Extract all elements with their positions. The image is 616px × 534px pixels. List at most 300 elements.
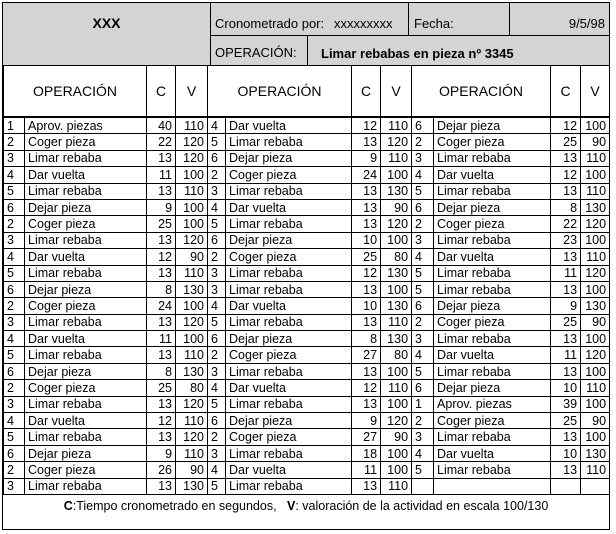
step-number: 4 bbox=[412, 167, 434, 183]
operation-name: Coger pieza bbox=[434, 134, 551, 150]
time-value: 13 bbox=[147, 429, 176, 445]
time-value: 10 bbox=[551, 380, 581, 396]
operation-name: Limar rebaba bbox=[226, 183, 352, 199]
code-label: XXX bbox=[92, 15, 121, 31]
step-number: 4 bbox=[412, 445, 434, 461]
time-value: 13 bbox=[147, 150, 176, 166]
time-value: 11 bbox=[551, 347, 581, 363]
time-value: 13 bbox=[352, 478, 381, 494]
operation-name: Limar rebaba bbox=[434, 462, 551, 478]
operation-name: Limar rebaba bbox=[434, 281, 551, 297]
rating-value: 100 bbox=[381, 232, 412, 248]
step-number: 3 bbox=[4, 478, 25, 494]
step-number: 6 bbox=[412, 380, 434, 396]
time-value: 23 bbox=[551, 232, 581, 248]
time-value: 10 bbox=[551, 445, 581, 461]
step-number: 4 bbox=[4, 331, 25, 347]
rating-value: 120 bbox=[381, 134, 412, 150]
time-value: 12 bbox=[551, 117, 581, 134]
operation-name: Dejar pieza bbox=[25, 281, 147, 297]
rating-value: 120 bbox=[176, 314, 208, 330]
step-number: 4 bbox=[208, 380, 226, 396]
table-row bbox=[4, 413, 610, 429]
table-row bbox=[4, 380, 610, 396]
header-divider bbox=[509, 3, 510, 35]
time-value: 13 bbox=[352, 281, 381, 297]
time-value: 13 bbox=[551, 462, 581, 478]
time-value: 13 bbox=[147, 232, 176, 248]
time-value: 27 bbox=[352, 429, 381, 445]
rating-value: 110 bbox=[581, 150, 610, 166]
rating-value: 80 bbox=[381, 249, 412, 265]
operation-name: Dejar pieza bbox=[226, 413, 352, 429]
time-value: 22 bbox=[147, 134, 176, 150]
table-row bbox=[4, 314, 610, 330]
rating-value: 130 bbox=[381, 265, 412, 281]
step-number: 2 bbox=[412, 134, 434, 150]
operation-name: Limar rebaba bbox=[434, 363, 551, 379]
time-value: 40 bbox=[147, 117, 176, 134]
time-value: 24 bbox=[147, 298, 176, 314]
rating-value: 110 bbox=[581, 249, 610, 265]
operation-name: Dar vuelta bbox=[226, 298, 352, 314]
operation-name: Limar rebaba bbox=[25, 183, 147, 199]
table-row bbox=[4, 134, 610, 150]
table-row bbox=[4, 249, 610, 265]
operation-name: Coger pieza bbox=[226, 167, 352, 183]
rating-value: 100 bbox=[381, 167, 412, 183]
time-value: 25 bbox=[352, 249, 381, 265]
table-row bbox=[4, 462, 610, 478]
step-number: 6 bbox=[4, 281, 25, 297]
operation-name: Limar rebaba bbox=[434, 232, 551, 248]
step-number: 6 bbox=[4, 199, 25, 215]
step-number: 6 bbox=[412, 199, 434, 215]
rating-value: 110 bbox=[381, 314, 412, 330]
step-number: 6 bbox=[4, 363, 25, 379]
time-study-sheet bbox=[2, 2, 610, 530]
operation-name: Limar rebaba bbox=[25, 232, 147, 248]
time-value: 11 bbox=[147, 167, 176, 183]
step-number: 4 bbox=[208, 199, 226, 215]
rating-value: 110 bbox=[176, 413, 208, 429]
operation-name: Coger pieza bbox=[226, 347, 352, 363]
step-number: 6 bbox=[412, 117, 434, 134]
time-value: 12 bbox=[352, 265, 381, 281]
operation-name: Dar vuelta bbox=[434, 347, 551, 363]
operation-label: OPERACIÓN: bbox=[215, 45, 297, 60]
time-value: 12 bbox=[352, 117, 381, 134]
operation-name: Limar rebaba bbox=[434, 429, 551, 445]
column-header-v: V bbox=[381, 66, 412, 118]
timer-value: xxxxxxxxx bbox=[334, 16, 393, 31]
step-number: 3 bbox=[208, 281, 226, 297]
rating-value: 80 bbox=[176, 380, 208, 396]
operation-name: Dejar pieza bbox=[226, 232, 352, 248]
rating-value: 130 bbox=[381, 298, 412, 314]
column-header-operation: OPERACIÓN bbox=[4, 66, 147, 118]
step-number: 5 bbox=[208, 216, 226, 232]
operation-name: Limar rebaba bbox=[434, 150, 551, 166]
legend bbox=[3, 483, 609, 529]
time-value: 8 bbox=[352, 331, 381, 347]
time-value: 10 bbox=[352, 298, 381, 314]
operation-name: Dar vuelta bbox=[226, 199, 352, 215]
step-number: 2 bbox=[208, 249, 226, 265]
step-number: 2 bbox=[412, 413, 434, 429]
table-row bbox=[4, 216, 610, 232]
operation-name: Limar rebaba bbox=[226, 314, 352, 330]
time-value: 12 bbox=[147, 413, 176, 429]
time-value: 8 bbox=[147, 281, 176, 297]
operation-name: Dar vuelta bbox=[434, 249, 551, 265]
rating-value: 110 bbox=[176, 265, 208, 281]
step-number: 5 bbox=[4, 347, 25, 363]
column-header-c: C bbox=[352, 66, 381, 118]
rating-value: 110 bbox=[381, 478, 412, 494]
operation-name: Dar vuelta bbox=[434, 445, 551, 461]
date-label: Fecha: bbox=[414, 16, 454, 31]
rating-value: 100 bbox=[176, 216, 208, 232]
time-value: 13 bbox=[352, 363, 381, 379]
table-row bbox=[4, 396, 610, 412]
step-number: 2 bbox=[4, 216, 25, 232]
time-value: 13 bbox=[352, 134, 381, 150]
operations-table bbox=[3, 65, 610, 495]
rating-value: 110 bbox=[581, 462, 610, 478]
rating-value: 90 bbox=[381, 429, 412, 445]
operation-name: Limar rebaba bbox=[25, 429, 147, 445]
operation-name: Limar rebaba bbox=[25, 314, 147, 330]
rating-value: 110 bbox=[176, 183, 208, 199]
rating-value: 110 bbox=[176, 445, 208, 461]
operation-name: Coger pieza bbox=[434, 216, 551, 232]
rating-value: 110 bbox=[176, 117, 208, 134]
step-number: 5 bbox=[412, 265, 434, 281]
step-number: 6 bbox=[208, 331, 226, 347]
time-value: 18 bbox=[352, 445, 381, 461]
time-value: 13 bbox=[352, 314, 381, 330]
time-value: 8 bbox=[147, 363, 176, 379]
column-header-v: V bbox=[581, 66, 610, 118]
rating-value: 90 bbox=[581, 134, 610, 150]
operation-name: Dar vuelta bbox=[25, 167, 147, 183]
rating-value: 100 bbox=[581, 331, 610, 347]
operation-value: Limar rebabas en pieza nº 3345 bbox=[321, 46, 514, 61]
step-number: 4 bbox=[208, 462, 226, 478]
step-number: 3 bbox=[208, 265, 226, 281]
step-number: 5 bbox=[208, 396, 226, 412]
table-row bbox=[4, 445, 610, 461]
time-value: 9 bbox=[147, 199, 176, 215]
step-number: 3 bbox=[412, 150, 434, 166]
rating-value: 90 bbox=[581, 413, 610, 429]
rating-value: 130 bbox=[581, 445, 610, 461]
rating-value: 90 bbox=[381, 199, 412, 215]
rating-value: 130 bbox=[176, 478, 208, 494]
step-number: 6 bbox=[208, 232, 226, 248]
time-value: 13 bbox=[147, 347, 176, 363]
rating-value: 130 bbox=[176, 363, 208, 379]
operation-name: Dar vuelta bbox=[226, 117, 352, 134]
table-row bbox=[4, 331, 610, 347]
time-value: 9 bbox=[551, 298, 581, 314]
time-value: 22 bbox=[551, 216, 581, 232]
rating-value: 100 bbox=[581, 281, 610, 297]
time-value: 13 bbox=[551, 281, 581, 297]
step-number: 4 bbox=[412, 347, 434, 363]
header-divider bbox=[210, 35, 609, 36]
operation-name: Limar rebaba bbox=[226, 445, 352, 461]
table-row bbox=[4, 167, 610, 183]
rating-value: 110 bbox=[381, 380, 412, 396]
time-value: 27 bbox=[352, 347, 381, 363]
step-number: 5 bbox=[412, 462, 434, 478]
time-value: 9 bbox=[147, 445, 176, 461]
time-value: 13 bbox=[352, 199, 381, 215]
time-value: 13 bbox=[147, 265, 176, 281]
rating-value: 100 bbox=[581, 232, 610, 248]
operation-name: Limar rebaba bbox=[226, 396, 352, 412]
rating-value: 100 bbox=[176, 331, 208, 347]
rating-value: 100 bbox=[381, 281, 412, 297]
time-value: 24 bbox=[352, 167, 381, 183]
operation-name: Dejar pieza bbox=[434, 199, 551, 215]
operation-name: Coger pieza bbox=[25, 298, 147, 314]
step-number: 3 bbox=[208, 183, 226, 199]
data-grid bbox=[3, 65, 609, 495]
operation-name: Coger pieza bbox=[226, 249, 352, 265]
rating-value: 100 bbox=[581, 429, 610, 445]
operation-name: Dejar pieza bbox=[434, 117, 551, 134]
time-value: 26 bbox=[147, 462, 176, 478]
time-value: 13 bbox=[352, 216, 381, 232]
time-value: 11 bbox=[147, 331, 176, 347]
time-value: 10 bbox=[352, 232, 381, 248]
rating-value: 120 bbox=[176, 150, 208, 166]
operation-name: Limar rebaba bbox=[226, 478, 352, 494]
rating-value: 100 bbox=[176, 167, 208, 183]
rating-value: 130 bbox=[176, 281, 208, 297]
rating-value: 100 bbox=[581, 117, 610, 134]
header-divider bbox=[210, 3, 211, 65]
rating-value: 120 bbox=[581, 347, 610, 363]
step-number: 5 bbox=[4, 183, 25, 199]
rating-value: 100 bbox=[581, 396, 610, 412]
time-value: 12 bbox=[147, 249, 176, 265]
table-row bbox=[4, 199, 610, 215]
time-value: 25 bbox=[147, 216, 176, 232]
time-value: 25 bbox=[551, 134, 581, 150]
step-number: 3 bbox=[208, 445, 226, 461]
date-value: 9/5/98 bbox=[568, 16, 605, 31]
rating-value: 100 bbox=[176, 199, 208, 215]
header-divider bbox=[307, 35, 308, 65]
operation-name: Dar vuelta bbox=[25, 331, 147, 347]
rating-value: 120 bbox=[581, 216, 610, 232]
timer-label: Cronometrado por: bbox=[215, 16, 325, 31]
operation-name: Dar vuelta bbox=[226, 380, 352, 396]
time-value: 39 bbox=[551, 396, 581, 412]
operation-name: Coger pieza bbox=[25, 462, 147, 478]
rating-value: 90 bbox=[176, 249, 208, 265]
step-number: 3 bbox=[412, 331, 434, 347]
column-header-c: C bbox=[147, 66, 176, 118]
time-value: 8 bbox=[551, 199, 581, 215]
step-number: 3 bbox=[208, 363, 226, 379]
rating-value: 120 bbox=[176, 134, 208, 150]
operation-name: Dejar pieza bbox=[25, 445, 147, 461]
rating-value: 100 bbox=[381, 445, 412, 461]
legend-v-text: : valoración de la actividad en escala 100/130 bbox=[295, 499, 549, 513]
table-row bbox=[4, 117, 610, 134]
rating-value: 110 bbox=[581, 183, 610, 199]
operation-name: Dejar pieza bbox=[226, 150, 352, 166]
step-number: 3 bbox=[4, 314, 25, 330]
step-number: 2 bbox=[208, 347, 226, 363]
step-number: 3 bbox=[4, 232, 25, 248]
step-number: 5 bbox=[208, 478, 226, 494]
rating-value: 130 bbox=[581, 298, 610, 314]
time-value: 13 bbox=[551, 183, 581, 199]
rating-value: 110 bbox=[381, 150, 412, 166]
operation-name: Coger pieza bbox=[434, 413, 551, 429]
step-number: 5 bbox=[208, 314, 226, 330]
step-number: 5 bbox=[412, 363, 434, 379]
operation-name: Limar rebaba bbox=[25, 396, 147, 412]
table-row bbox=[4, 281, 610, 297]
operation-name: Limar rebaba bbox=[226, 134, 352, 150]
time-value: 13 bbox=[147, 478, 176, 494]
time-value: 13 bbox=[551, 249, 581, 265]
step-number: 5 bbox=[412, 183, 434, 199]
operation-name: Limar rebaba bbox=[25, 478, 147, 494]
operation-name: Dejar pieza bbox=[25, 199, 147, 215]
column-header-c: C bbox=[551, 66, 581, 118]
operation-name: Dejar pieza bbox=[434, 298, 551, 314]
legend-c-key: C bbox=[63, 499, 73, 513]
rating-value: 120 bbox=[176, 396, 208, 412]
legend-c-text: :Tiempo cronometrado en segundos, bbox=[72, 499, 277, 513]
operation-name: Limar rebaba bbox=[434, 183, 551, 199]
step-number: 4 bbox=[412, 249, 434, 265]
table-row bbox=[4, 347, 610, 363]
time-value: 13 bbox=[551, 150, 581, 166]
rating-value: 100 bbox=[176, 298, 208, 314]
step-number: 6 bbox=[208, 413, 226, 429]
code-cell bbox=[3, 3, 210, 65]
operation-name: Dar vuelta bbox=[25, 249, 147, 265]
operation-name: Coger pieza bbox=[25, 134, 147, 150]
time-value: 13 bbox=[352, 396, 381, 412]
operation-name: Limar rebaba bbox=[25, 347, 147, 363]
step-number: 2 bbox=[412, 216, 434, 232]
time-value: 9 bbox=[352, 150, 381, 166]
time-value: 13 bbox=[147, 183, 176, 199]
operation-name: Dejar pieza bbox=[434, 380, 551, 396]
time-value: 25 bbox=[551, 314, 581, 330]
rating-value: 90 bbox=[176, 462, 208, 478]
rating-value: 120 bbox=[381, 216, 412, 232]
step-number: 1 bbox=[4, 117, 25, 134]
rating-value: 120 bbox=[581, 265, 610, 281]
rating-value: 130 bbox=[581, 199, 610, 215]
operation-name: Aprov. piezas bbox=[25, 117, 147, 134]
rating-value: 100 bbox=[581, 167, 610, 183]
operation-name: Coger pieza bbox=[25, 380, 147, 396]
step-number: 2 bbox=[4, 462, 25, 478]
time-value: 11 bbox=[551, 265, 581, 281]
step-number: 3 bbox=[4, 396, 25, 412]
rating-value: 130 bbox=[381, 331, 412, 347]
step-number: 3 bbox=[412, 429, 434, 445]
rating-value: 90 bbox=[581, 314, 610, 330]
step-number: 4 bbox=[208, 117, 226, 134]
step-number: 4 bbox=[4, 413, 25, 429]
table-row bbox=[4, 265, 610, 281]
step-number: 3 bbox=[4, 150, 25, 166]
step-number: 5 bbox=[4, 265, 25, 281]
operation-name: Limar rebaba bbox=[226, 216, 352, 232]
step-number: 4 bbox=[4, 249, 25, 265]
step-number: 2 bbox=[4, 380, 25, 396]
step-number: 4 bbox=[208, 298, 226, 314]
rating-value: 100 bbox=[381, 396, 412, 412]
table-header-row bbox=[4, 66, 610, 118]
step-number: 5 bbox=[412, 281, 434, 297]
step-number: 3 bbox=[412, 232, 434, 248]
operation-name: Dar vuelta bbox=[226, 462, 352, 478]
time-value: 13 bbox=[551, 429, 581, 445]
time-value: 13 bbox=[551, 331, 581, 347]
step-number: 6 bbox=[208, 150, 226, 166]
step-number: 2 bbox=[4, 134, 25, 150]
operation-name: Limar rebaba bbox=[434, 331, 551, 347]
operation-name: Dar vuelta bbox=[434, 167, 551, 183]
legend-v-key: V bbox=[286, 499, 296, 513]
rating-value: 100 bbox=[381, 363, 412, 379]
rating-value: 100 bbox=[381, 462, 412, 478]
step-number: 1 bbox=[412, 396, 434, 412]
header-divider bbox=[408, 3, 409, 35]
operation-name: Aprov. piezas bbox=[434, 396, 551, 412]
step-number: 5 bbox=[208, 134, 226, 150]
time-value: 25 bbox=[551, 413, 581, 429]
rating-value: 110 bbox=[381, 117, 412, 134]
step-number: 6 bbox=[4, 445, 25, 461]
rating-value: 120 bbox=[176, 429, 208, 445]
operation-name: Limar rebaba bbox=[434, 265, 551, 281]
operation-name: Coger pieza bbox=[434, 314, 551, 330]
operation-name: Limar rebaba bbox=[25, 150, 147, 166]
step-number: 2 bbox=[208, 167, 226, 183]
step-number: 5 bbox=[4, 429, 25, 445]
operation-name: Limar rebaba bbox=[226, 363, 352, 379]
table-row bbox=[4, 298, 610, 314]
operation-name: Dejar pieza bbox=[226, 331, 352, 347]
step-number: 2 bbox=[208, 429, 226, 445]
operation-name: Coger pieza bbox=[226, 429, 352, 445]
operation-name: Limar rebaba bbox=[25, 265, 147, 281]
table-row bbox=[4, 183, 610, 199]
column-header-v: V bbox=[176, 66, 208, 118]
rating-value: 130 bbox=[381, 183, 412, 199]
table-row bbox=[4, 429, 610, 445]
time-value: 13 bbox=[147, 396, 176, 412]
column-header-operation: OPERACIÓN bbox=[208, 66, 352, 118]
step-number: 2 bbox=[4, 298, 25, 314]
step-number: 2 bbox=[412, 314, 434, 330]
